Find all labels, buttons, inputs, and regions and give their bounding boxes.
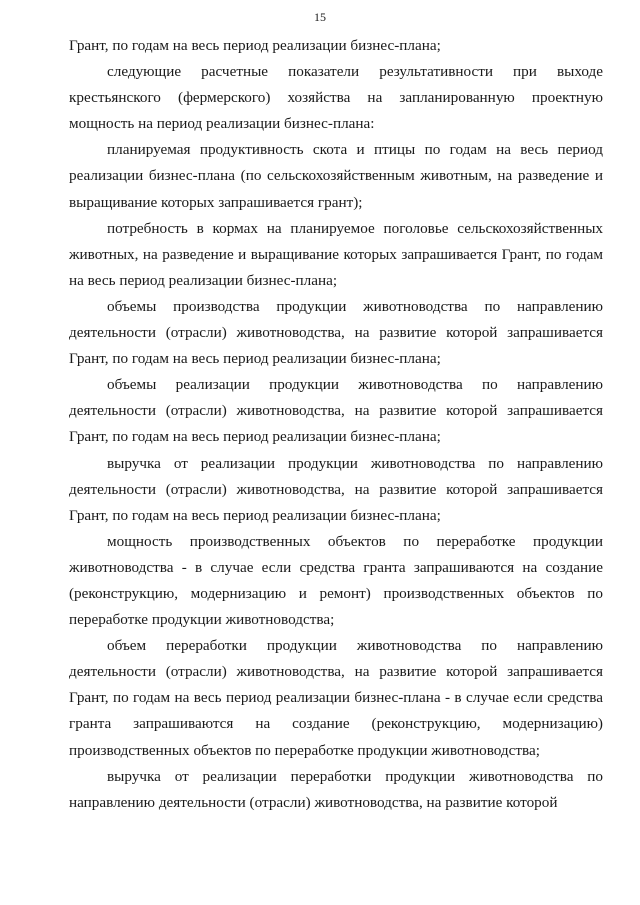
document-body [69, 33, 603, 816]
paragraph: Грант, по годам на весь период реализации бизнес-плана; [69, 37, 441, 54]
page-number: 15 [314, 10, 326, 24]
paragraph: объемы производства продукции животноводства по направлению деятельности (отрасли) животноводства, на развитие которой запрашивается Грант, по годам на весь период реализации бизнес-плана; [69, 297, 603, 368]
paragraph: следующие расчетные показатели результативности при выходе крестьянского (фермерского) хозяйства на запланированную проектную мощность на период реализации бизнес-плана: [69, 63, 603, 133]
paragraph: мощность производственных объектов по переработке продукции животноводства - в случае если средства гранта запрашиваются на создание (реконструкцию, модернизацию и ремонт) производственных объектов по переработке продукции животноводства; [69, 532, 603, 629]
paragraph: объем переработки продукции животноводства по направлению деятельности (отрасли) животноводства, на развитие которой запрашивается Грант, по годам на весь период реализации бизнес-плана - в случае если средства гранта запрашиваются на создание (реконструкцию, модернизацию) производственных объектов по переработке продукции животноводства; [69, 637, 603, 759]
paragraph: планируемая продуктивность скота и птицы по годам на весь период реализации бизнес-плана (по сельскохозяйственным животным, на разведение и выращивание которых запрашивается грант); [69, 141, 603, 211]
paragraph: потребность в кормах на планируемое поголовье сельскохозяйственных животных, на разведение и выращивание которых запрашивается Грант, по годам на весь период реализации бизнес-плана; [69, 219, 603, 289]
paragraph: объемы реализации продукции животноводства по направлению деятельности (отрасли) животноводства, на развитие которой запрашивается Грант, по годам на весь период реализации бизнес-плана; [69, 376, 603, 446]
paragraph: выручка от реализации продукции животноводства по направлению деятельности (отрасли) животноводства, на развитие которой запрашивается Грант, по годам на весь период реализации бизнес-плана; [69, 454, 603, 524]
paragraph: выручка от реализации переработки продукции животноводства по направлению деятельности (отрасли) животноводства, на развитие которой [69, 767, 603, 811]
